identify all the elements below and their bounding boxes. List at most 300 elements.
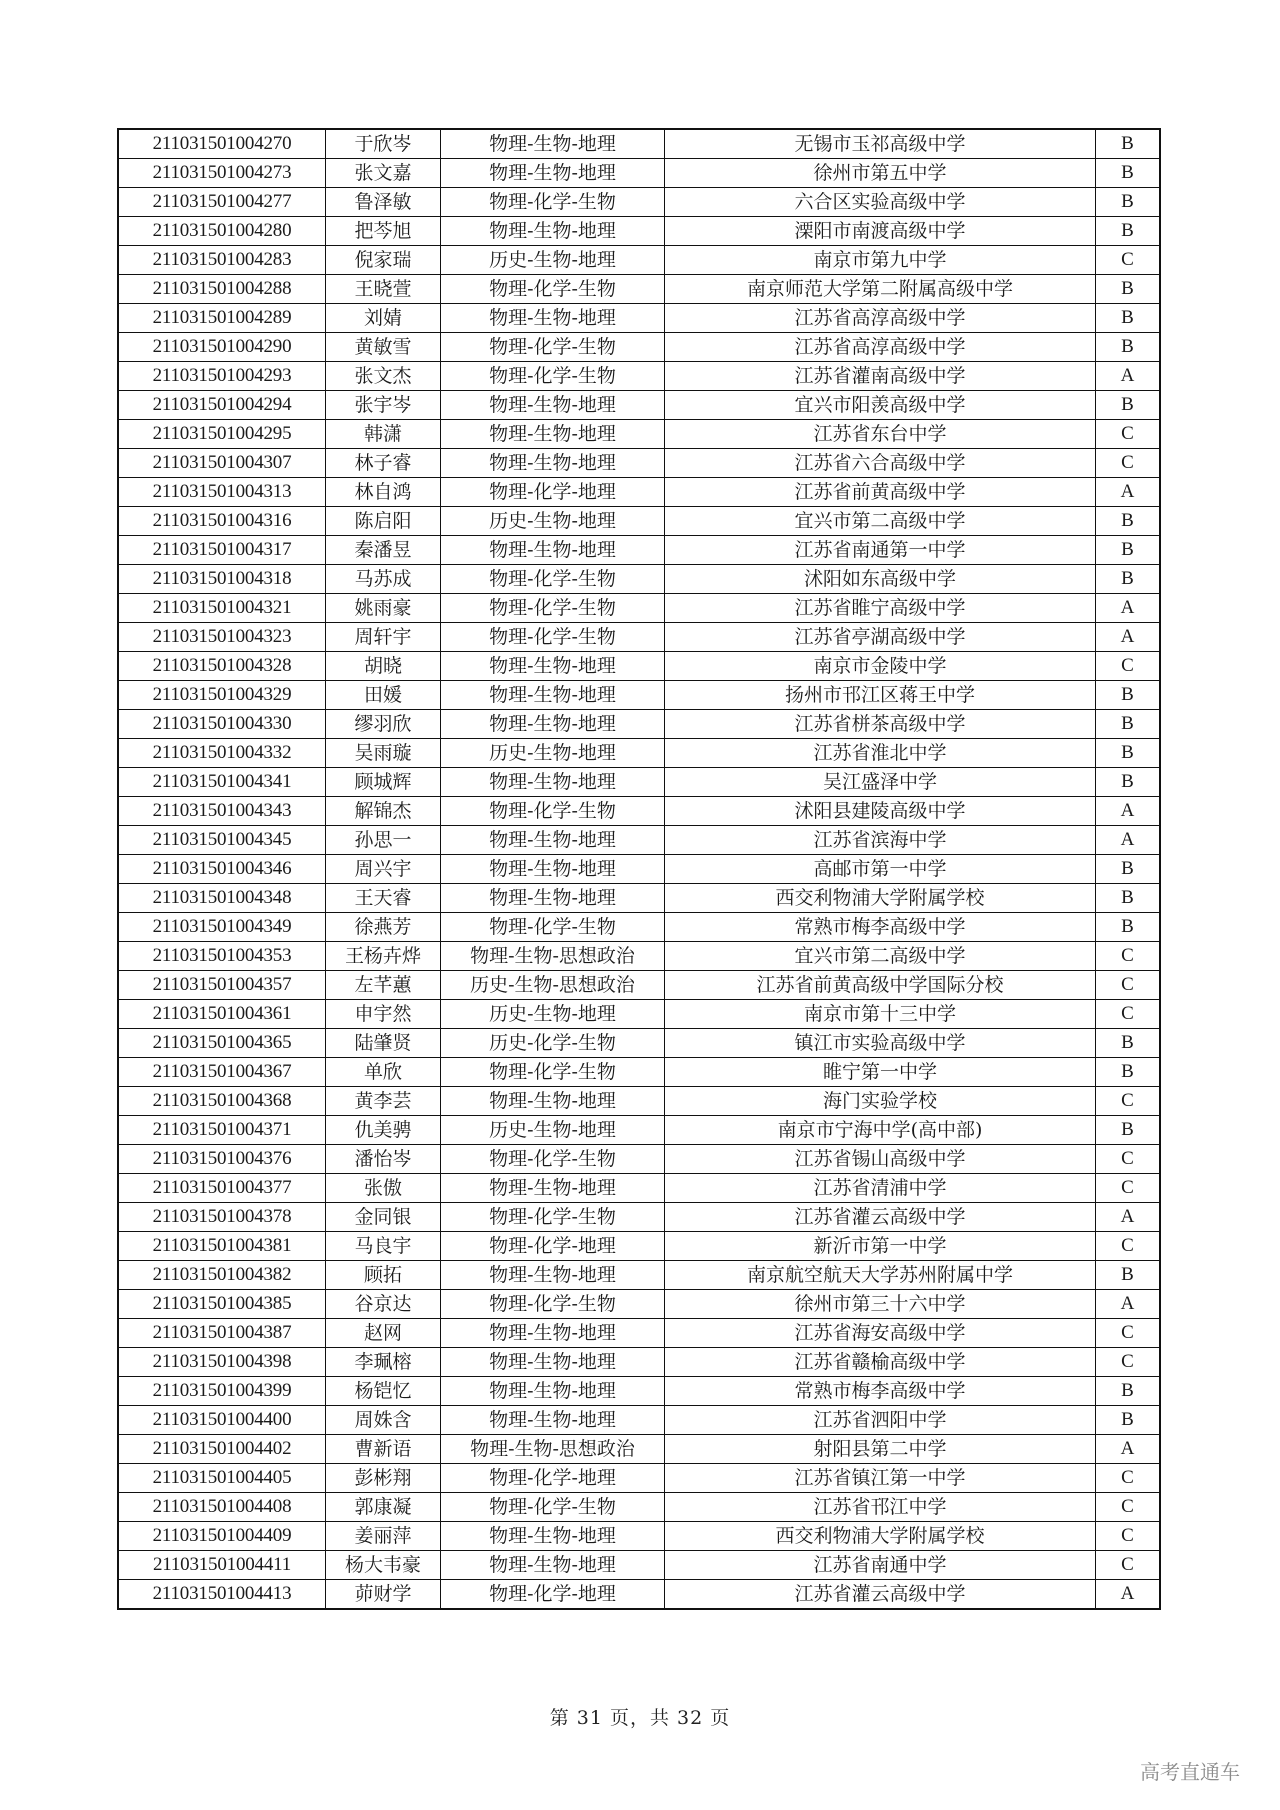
exam-id-cell: 211031501004293 xyxy=(118,362,326,391)
school-cell: 江苏省淮北中学 xyxy=(665,739,1096,768)
exam-id-cell: 211031501004381 xyxy=(118,1232,326,1261)
school-cell: 江苏省海安高级中学 xyxy=(665,1319,1096,1348)
school-cell: 宜兴市第二高级中学 xyxy=(665,942,1096,971)
subject-combo-cell: 物理-生物-地理 xyxy=(441,449,665,478)
exam-id-cell: 211031501004399 xyxy=(118,1377,326,1406)
school-cell: 江苏省东台中学 xyxy=(665,420,1096,449)
student-name-cell: 陆肇贤 xyxy=(326,1029,441,1058)
page-number-footer: 第 31 页，共 32 页 xyxy=(549,1707,731,1729)
school-cell: 吴江盛泽中学 xyxy=(665,768,1096,797)
exam-id-cell: 211031501004376 xyxy=(118,1145,326,1174)
school-cell: 江苏省滨海中学 xyxy=(665,826,1096,855)
exam-id-cell: 211031501004413 xyxy=(118,1580,326,1610)
exam-id-cell: 211031501004321 xyxy=(118,594,326,623)
table-row xyxy=(118,246,1160,275)
school-cell: 江苏省高淳高级中学 xyxy=(665,304,1096,333)
school-cell: 溧阳市南渡高级中学 xyxy=(665,217,1096,246)
subject-combo-cell: 物理-生物-思想政治 xyxy=(441,1435,665,1464)
exam-id-cell: 211031501004329 xyxy=(118,681,326,710)
student-name-cell: 秦潘昱 xyxy=(326,536,441,565)
table-row xyxy=(118,507,1160,536)
grade-cell: A xyxy=(1096,1580,1161,1610)
exam-id-cell: 211031501004387 xyxy=(118,1319,326,1348)
exam-id-cell: 211031501004280 xyxy=(118,217,326,246)
student-name-cell: 张文杰 xyxy=(326,362,441,391)
exam-id-cell: 211031501004411 xyxy=(118,1551,326,1580)
exam-id-cell: 211031501004323 xyxy=(118,623,326,652)
student-name-cell: 顾拓 xyxy=(326,1261,441,1290)
student-name-cell: 王天睿 xyxy=(326,884,441,913)
exam-id-cell: 211031501004377 xyxy=(118,1174,326,1203)
subject-combo-cell: 历史-生物-思想政治 xyxy=(441,971,665,1000)
subject-combo-cell: 物理-生物-地理 xyxy=(441,420,665,449)
grade-cell: C xyxy=(1096,1551,1161,1580)
school-cell: 西交利物浦大学附属学校 xyxy=(665,884,1096,913)
subject-combo-cell: 物理-生物-地理 xyxy=(441,159,665,188)
subject-combo-cell: 历史-生物-地理 xyxy=(441,1116,665,1145)
student-name-cell: 周轩宇 xyxy=(326,623,441,652)
subject-combo-cell: 物理-化学-生物 xyxy=(441,1290,665,1319)
school-cell: 南京市金陵中学 xyxy=(665,652,1096,681)
school-cell: 海门实验学校 xyxy=(665,1087,1096,1116)
subject-combo-cell: 物理-化学-生物 xyxy=(441,1203,665,1232)
exam-id-cell: 211031501004398 xyxy=(118,1348,326,1377)
exam-id-cell: 211031501004317 xyxy=(118,536,326,565)
exam-id-cell: 211031501004343 xyxy=(118,797,326,826)
subject-combo-cell: 物理-化学-生物 xyxy=(441,1058,665,1087)
exam-id-cell: 211031501004313 xyxy=(118,478,326,507)
grade-cell: B xyxy=(1096,159,1161,188)
grade-cell: B xyxy=(1096,217,1161,246)
exam-id-cell: 211031501004353 xyxy=(118,942,326,971)
grade-cell: B xyxy=(1096,304,1161,333)
student-name-cell: 申宇然 xyxy=(326,1000,441,1029)
table-row xyxy=(118,1058,1160,1087)
school-cell: 西交利物浦大学附属学校 xyxy=(665,1522,1096,1551)
school-cell: 江苏省六合高级中学 xyxy=(665,449,1096,478)
exam-id-cell: 211031501004332 xyxy=(118,739,326,768)
subject-combo-cell: 物理-生物-地理 xyxy=(441,304,665,333)
grade-cell: B xyxy=(1096,1116,1161,1145)
exam-id-cell: 211031501004348 xyxy=(118,884,326,913)
subject-combo-cell: 物理-生物-地理 xyxy=(441,1522,665,1551)
grade-cell: A xyxy=(1096,1435,1161,1464)
subject-combo-cell: 物理-化学-地理 xyxy=(441,478,665,507)
subject-combo-cell: 物理-化学-生物 xyxy=(441,1145,665,1174)
table-row xyxy=(118,681,1160,710)
table-row xyxy=(118,1551,1160,1580)
grade-cell: C xyxy=(1096,1000,1161,1029)
student-name-cell: 鲁泽敏 xyxy=(326,188,441,217)
school-cell: 新沂市第一中学 xyxy=(665,1232,1096,1261)
student-name-cell: 姜丽萍 xyxy=(326,1522,441,1551)
student-name-cell: 姚雨豪 xyxy=(326,594,441,623)
grade-cell: C xyxy=(1096,1464,1161,1493)
student-name-cell: 杨铠忆 xyxy=(326,1377,441,1406)
table-row xyxy=(118,129,1160,159)
grade-cell: A xyxy=(1096,797,1161,826)
school-cell: 江苏省栟茶高级中学 xyxy=(665,710,1096,739)
grade-cell: B xyxy=(1096,1377,1161,1406)
table-row xyxy=(118,1580,1160,1610)
student-name-cell: 周兴宇 xyxy=(326,855,441,884)
grade-cell: B xyxy=(1096,884,1161,913)
grade-cell: C xyxy=(1096,246,1161,275)
school-cell: 沭阳县建陵高级中学 xyxy=(665,797,1096,826)
table-row xyxy=(118,710,1160,739)
table-row xyxy=(118,855,1160,884)
watermark-text: 高考直通车 xyxy=(1140,1760,1240,1784)
subject-combo-cell: 物理-生物-地理 xyxy=(441,768,665,797)
exam-id-cell: 211031501004277 xyxy=(118,188,326,217)
school-cell: 江苏省清浦中学 xyxy=(665,1174,1096,1203)
exam-id-cell: 211031501004318 xyxy=(118,565,326,594)
school-cell: 江苏省高淳高级中学 xyxy=(665,333,1096,362)
table-row xyxy=(118,1406,1160,1435)
student-name-cell: 刘婧 xyxy=(326,304,441,333)
exam-id-cell: 211031501004378 xyxy=(118,1203,326,1232)
subject-combo-cell: 物理-化学-生物 xyxy=(441,623,665,652)
grade-cell: B xyxy=(1096,913,1161,942)
exam-id-cell: 211031501004346 xyxy=(118,855,326,884)
school-cell: 江苏省镇江第一中学 xyxy=(665,1464,1096,1493)
student-name-cell: 于欣岑 xyxy=(326,129,441,159)
table-row xyxy=(118,420,1160,449)
table-row xyxy=(118,1087,1160,1116)
table-row xyxy=(118,275,1160,304)
student-name-cell: 林自鸿 xyxy=(326,478,441,507)
school-cell: 江苏省泗阳中学 xyxy=(665,1406,1096,1435)
student-name-cell: 谷京达 xyxy=(326,1290,441,1319)
table-row xyxy=(118,1000,1160,1029)
school-cell: 江苏省睢宁高级中学 xyxy=(665,594,1096,623)
table-row xyxy=(118,188,1160,217)
student-name-cell: 王晓萱 xyxy=(326,275,441,304)
school-cell: 徐州市第三十六中学 xyxy=(665,1290,1096,1319)
school-cell: 无锡市玉祁高级中学 xyxy=(665,129,1096,159)
school-cell: 南京市宁海中学(高中部) xyxy=(665,1116,1096,1145)
subject-combo-cell: 物理-化学-生物 xyxy=(441,362,665,391)
student-name-cell: 王杨卉烨 xyxy=(326,942,441,971)
exam-id-cell: 211031501004283 xyxy=(118,246,326,275)
table-row xyxy=(118,565,1160,594)
school-cell: 江苏省锡山高级中学 xyxy=(665,1145,1096,1174)
exam-id-cell: 211031501004289 xyxy=(118,304,326,333)
subject-combo-cell: 物理-化学-地理 xyxy=(441,1464,665,1493)
school-cell: 扬州市邗江区蒋王中学 xyxy=(665,681,1096,710)
school-cell: 睢宁第一中学 xyxy=(665,1058,1096,1087)
subject-combo-cell: 历史-生物-地理 xyxy=(441,507,665,536)
exam-id-cell: 211031501004316 xyxy=(118,507,326,536)
grade-cell: B xyxy=(1096,1406,1161,1435)
grade-cell: A xyxy=(1096,623,1161,652)
school-cell: 江苏省邗江中学 xyxy=(665,1493,1096,1522)
student-name-cell: 张文嘉 xyxy=(326,159,441,188)
table-row xyxy=(118,1435,1160,1464)
exam-id-cell: 211031501004409 xyxy=(118,1522,326,1551)
subject-combo-cell: 历史-生物-地理 xyxy=(441,1000,665,1029)
table-row xyxy=(118,942,1160,971)
subject-combo-cell: 历史-生物-地理 xyxy=(441,246,665,275)
grade-cell: B xyxy=(1096,1261,1161,1290)
exam-id-cell: 211031501004295 xyxy=(118,420,326,449)
student-name-cell: 马良宇 xyxy=(326,1232,441,1261)
table-row xyxy=(118,797,1160,826)
grade-cell: C xyxy=(1096,1087,1161,1116)
grade-cell: B xyxy=(1096,1058,1161,1087)
table-row xyxy=(118,362,1160,391)
student-name-cell: 茆财学 xyxy=(326,1580,441,1610)
school-cell: 南京师范大学第二附属高级中学 xyxy=(665,275,1096,304)
table-row xyxy=(118,594,1160,623)
subject-combo-cell: 物理-生物-思想政治 xyxy=(441,942,665,971)
grade-cell: B xyxy=(1096,768,1161,797)
subject-combo-cell: 物理-生物-地理 xyxy=(441,826,665,855)
table-row xyxy=(118,304,1160,333)
grade-cell: B xyxy=(1096,275,1161,304)
student-name-cell: 陈启阳 xyxy=(326,507,441,536)
grade-cell: A xyxy=(1096,1290,1161,1319)
school-cell: 镇江市实验高级中学 xyxy=(665,1029,1096,1058)
subject-combo-cell: 物理-生物-地理 xyxy=(441,1174,665,1203)
school-cell: 南京航空航天大学苏州附属中学 xyxy=(665,1261,1096,1290)
table-row xyxy=(118,768,1160,797)
student-name-cell: 吴雨璇 xyxy=(326,739,441,768)
student-name-cell: 郭康凝 xyxy=(326,1493,441,1522)
student-name-cell: 赵网 xyxy=(326,1319,441,1348)
student-name-cell: 杨大韦豪 xyxy=(326,1551,441,1580)
subject-combo-cell: 物理-化学-地理 xyxy=(441,1580,665,1610)
exam-id-cell: 211031501004288 xyxy=(118,275,326,304)
grade-cell: B xyxy=(1096,855,1161,884)
exam-id-cell: 211031501004270 xyxy=(118,129,326,159)
grade-cell: C xyxy=(1096,942,1161,971)
school-cell: 宜兴市第二高级中学 xyxy=(665,507,1096,536)
subject-combo-cell: 物理-生物-地理 xyxy=(441,1551,665,1580)
student-name-cell: 仇美骋 xyxy=(326,1116,441,1145)
school-cell: 江苏省赣榆高级中学 xyxy=(665,1348,1096,1377)
school-cell: 江苏省灌南高级中学 xyxy=(665,362,1096,391)
grade-cell: C xyxy=(1096,1232,1161,1261)
table-row xyxy=(118,391,1160,420)
table-row xyxy=(118,1029,1160,1058)
student-name-cell: 马苏成 xyxy=(326,565,441,594)
subject-combo-cell: 物理-生物-地理 xyxy=(441,217,665,246)
exam-id-cell: 211031501004402 xyxy=(118,1435,326,1464)
school-cell: 常熟市梅李高级中学 xyxy=(665,913,1096,942)
student-name-cell: 潘怡岑 xyxy=(326,1145,441,1174)
grade-cell: A xyxy=(1096,1203,1161,1232)
table-row xyxy=(118,1116,1160,1145)
table-row xyxy=(118,884,1160,913)
grade-cell: C xyxy=(1096,1319,1161,1348)
grade-cell: C xyxy=(1096,1493,1161,1522)
school-cell: 江苏省南通中学 xyxy=(665,1551,1096,1580)
school-cell: 江苏省前黄高级中学 xyxy=(665,478,1096,507)
table-row xyxy=(118,826,1160,855)
grade-cell: A xyxy=(1096,478,1161,507)
exam-id-cell: 211031501004290 xyxy=(118,333,326,362)
subject-combo-cell: 物理-生物-地理 xyxy=(441,1377,665,1406)
school-cell: 沭阳如东高级中学 xyxy=(665,565,1096,594)
student-name-cell: 单欣 xyxy=(326,1058,441,1087)
student-name-cell: 徐燕芳 xyxy=(326,913,441,942)
exam-id-cell: 211031501004365 xyxy=(118,1029,326,1058)
table-row xyxy=(118,1464,1160,1493)
student-roster-table xyxy=(117,128,1161,1610)
grade-cell: B xyxy=(1096,536,1161,565)
student-name-cell: 倪家瑞 xyxy=(326,246,441,275)
student-name-cell: 黄李芸 xyxy=(326,1087,441,1116)
subject-combo-cell: 物理-化学-生物 xyxy=(441,565,665,594)
grade-cell: B xyxy=(1096,129,1161,159)
exam-id-cell: 211031501004405 xyxy=(118,1464,326,1493)
subject-combo-cell: 物理-化学-生物 xyxy=(441,913,665,942)
table-row xyxy=(118,1174,1160,1203)
table-row xyxy=(118,1493,1160,1522)
table-row xyxy=(118,159,1160,188)
exam-id-cell: 211031501004307 xyxy=(118,449,326,478)
grade-cell: C xyxy=(1096,652,1161,681)
grade-cell: B xyxy=(1096,565,1161,594)
exam-id-cell: 211031501004357 xyxy=(118,971,326,1000)
subject-combo-cell: 历史-生物-地理 xyxy=(441,739,665,768)
exam-id-cell: 211031501004367 xyxy=(118,1058,326,1087)
table-row xyxy=(118,1319,1160,1348)
grade-cell: C xyxy=(1096,1145,1161,1174)
exam-id-cell: 211031501004382 xyxy=(118,1261,326,1290)
school-cell: 六合区实验高级中学 xyxy=(665,188,1096,217)
table-row xyxy=(118,536,1160,565)
subject-combo-cell: 物理-化学-生物 xyxy=(441,797,665,826)
student-name-cell: 张傲 xyxy=(326,1174,441,1203)
subject-combo-cell: 物理-生物-地理 xyxy=(441,884,665,913)
subject-combo-cell: 物理-生物-地理 xyxy=(441,855,665,884)
student-name-cell: 韩潇 xyxy=(326,420,441,449)
student-name-cell: 周姝含 xyxy=(326,1406,441,1435)
school-cell: 射阳县第二中学 xyxy=(665,1435,1096,1464)
student-name-cell: 胡晓 xyxy=(326,652,441,681)
subject-combo-cell: 物理-生物-地理 xyxy=(441,129,665,159)
grade-cell: B xyxy=(1096,188,1161,217)
table-row xyxy=(118,1290,1160,1319)
subject-combo-cell: 物理-生物-地理 xyxy=(441,710,665,739)
student-name-cell: 孙思一 xyxy=(326,826,441,855)
exam-id-cell: 211031501004328 xyxy=(118,652,326,681)
table-row xyxy=(118,623,1160,652)
grade-cell: B xyxy=(1096,1029,1161,1058)
grade-cell: C xyxy=(1096,449,1161,478)
table-row xyxy=(118,913,1160,942)
student-name-cell: 彭彬翔 xyxy=(326,1464,441,1493)
table-row xyxy=(118,1522,1160,1551)
exam-id-cell: 211031501004349 xyxy=(118,913,326,942)
subject-combo-cell: 物理-生物-地理 xyxy=(441,1261,665,1290)
subject-combo-cell: 物理-生物-地理 xyxy=(441,391,665,420)
school-cell: 宜兴市阳羡高级中学 xyxy=(665,391,1096,420)
table-row xyxy=(118,1261,1160,1290)
school-cell: 江苏省前黄高级中学国际分校 xyxy=(665,971,1096,1000)
table-row xyxy=(118,333,1160,362)
student-name-cell: 黄敏雪 xyxy=(326,333,441,362)
table-row xyxy=(118,217,1160,246)
student-name-cell: 金同银 xyxy=(326,1203,441,1232)
table-row xyxy=(118,449,1160,478)
grade-cell: B xyxy=(1096,391,1161,420)
exam-id-cell: 211031501004371 xyxy=(118,1116,326,1145)
grade-cell: B xyxy=(1096,739,1161,768)
exam-id-cell: 211031501004341 xyxy=(118,768,326,797)
grade-cell: B xyxy=(1096,507,1161,536)
student-name-cell: 顾城辉 xyxy=(326,768,441,797)
exam-id-cell: 211031501004330 xyxy=(118,710,326,739)
table-row xyxy=(118,478,1160,507)
student-name-cell: 田媛 xyxy=(326,681,441,710)
subject-combo-cell: 物理-生物-地理 xyxy=(441,1087,665,1116)
school-cell: 高邮市第一中学 xyxy=(665,855,1096,884)
student-name-cell: 缪羽欣 xyxy=(326,710,441,739)
grade-cell: B xyxy=(1096,710,1161,739)
grade-cell: B xyxy=(1096,333,1161,362)
school-cell: 南京市第九中学 xyxy=(665,246,1096,275)
school-cell: 江苏省灌云高级中学 xyxy=(665,1580,1096,1610)
school-cell: 江苏省南通第一中学 xyxy=(665,536,1096,565)
grade-cell: C xyxy=(1096,1174,1161,1203)
subject-combo-cell: 物理-化学-地理 xyxy=(441,1232,665,1261)
table-row xyxy=(118,1203,1160,1232)
subject-combo-cell: 物理-生物-地理 xyxy=(441,536,665,565)
school-cell: 常熟市梅李高级中学 xyxy=(665,1377,1096,1406)
grade-cell: B xyxy=(1096,681,1161,710)
subject-combo-cell: 历史-化学-生物 xyxy=(441,1029,665,1058)
exam-id-cell: 211031501004368 xyxy=(118,1087,326,1116)
grade-cell: C xyxy=(1096,420,1161,449)
student-name-cell: 解锦杰 xyxy=(326,797,441,826)
grade-cell: C xyxy=(1096,1348,1161,1377)
grade-cell: A xyxy=(1096,826,1161,855)
school-cell: 徐州市第五中学 xyxy=(665,159,1096,188)
school-cell: 江苏省灌云高级中学 xyxy=(665,1203,1096,1232)
exam-id-cell: 211031501004361 xyxy=(118,1000,326,1029)
exam-id-cell: 211031501004345 xyxy=(118,826,326,855)
table-row xyxy=(118,739,1160,768)
exam-id-cell: 211031501004273 xyxy=(118,159,326,188)
grade-cell: A xyxy=(1096,594,1161,623)
school-cell: 江苏省亭湖高级中学 xyxy=(665,623,1096,652)
student-name-cell: 张宇岑 xyxy=(326,391,441,420)
student-name-cell: 把芩旭 xyxy=(326,217,441,246)
subject-combo-cell: 物理-生物-地理 xyxy=(441,652,665,681)
subject-combo-cell: 物理-化学-生物 xyxy=(441,333,665,362)
subject-combo-cell: 物理-化学-生物 xyxy=(441,1493,665,1522)
roster-table-body xyxy=(118,129,1160,1609)
exam-id-cell: 211031501004294 xyxy=(118,391,326,420)
table-row xyxy=(118,1377,1160,1406)
subject-combo-cell: 物理-生物-地理 xyxy=(441,681,665,710)
subject-combo-cell: 物理-化学-生物 xyxy=(441,275,665,304)
school-cell: 南京市第十三中学 xyxy=(665,1000,1096,1029)
exam-id-cell: 211031501004400 xyxy=(118,1406,326,1435)
subject-combo-cell: 物理-化学-生物 xyxy=(441,188,665,217)
table-row xyxy=(118,1232,1160,1261)
exam-id-cell: 211031501004385 xyxy=(118,1290,326,1319)
table-row xyxy=(118,1348,1160,1377)
exam-id-cell: 211031501004408 xyxy=(118,1493,326,1522)
subject-combo-cell: 物理-化学-生物 xyxy=(441,594,665,623)
table-row xyxy=(118,1145,1160,1174)
subject-combo-cell: 物理-生物-地理 xyxy=(441,1319,665,1348)
student-name-cell: 林子睿 xyxy=(326,449,441,478)
